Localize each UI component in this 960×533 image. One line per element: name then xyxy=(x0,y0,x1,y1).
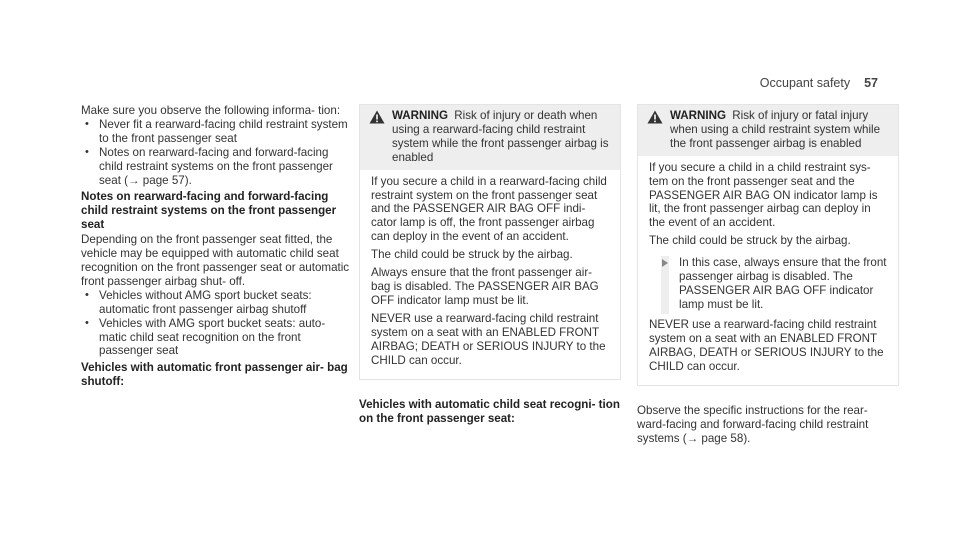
warning-box xyxy=(359,104,621,380)
section-title: Occupant safety xyxy=(759,76,851,90)
warning-triangle-icon xyxy=(647,110,663,124)
warning-paragraph: NEVER use a rearward-facing child restraint system on a seat with an ENABLED FRONT AIRBAG, DEATH or SERIOUS INJURY to the CHILD can occur. xyxy=(649,317,884,373)
list-item: • Vehicles with AMG sport bucket seats: auto- matic child seat recognition on the front passenger seat xyxy=(81,317,351,359)
warning-paragraph: If you secure a child in a child restraint sys- tem on the front passenger seat and the PASSENGER AIR BAG ON indicator lamp is lit, the front passenger airbag can deploy in the event of an accident. xyxy=(649,160,878,230)
warning-paragraph: Always ensure that the front passenger air- bag is disabled. The PASSENGER AIR BAG OFF indicator lamp must be lit. xyxy=(371,266,599,307)
warning-header xyxy=(360,105,620,170)
intro-text: Make sure you observe the following informa- tion: xyxy=(81,104,341,117)
warning-label: WARNING xyxy=(670,109,727,122)
paragraph: Observe the specific instructions for the rear- ward-facing and forward-facing child restraint systems (→ page 58). xyxy=(637,404,869,446)
action-step xyxy=(649,256,890,312)
warning-triangle-icon xyxy=(369,110,385,124)
warning-body xyxy=(360,170,620,380)
warning-paragraph: The child could be struck by the airbag. xyxy=(649,234,851,248)
warning-paragraph: The child could be struck by the airbag. xyxy=(371,248,573,262)
list-item: • Never fit a rearward-facing child restraint system to the front passenger seat xyxy=(81,118,351,146)
warning-paragraph: If you secure a child in a rearward-facing child restraint system on the front passenger seat and the PASSENGER AIR BAG OFF indi- cator lamp is off, the front passenger airbag can deploy in the event of an accident. xyxy=(371,174,607,244)
column-3 xyxy=(637,104,899,446)
column-2 xyxy=(359,104,621,427)
warning-box xyxy=(637,104,899,386)
warning-header xyxy=(638,105,898,156)
page-header xyxy=(760,76,878,90)
play-arrow-icon xyxy=(662,259,668,267)
section-heading: Vehicles with automatic front passenger air- bag shutoff: xyxy=(81,361,348,389)
warning-body xyxy=(638,156,898,386)
section-heading: Notes on rearward-facing and forward-facing child restraint systems on the front passenger seat xyxy=(81,190,337,232)
action-text: In this case, always ensure that the front passenger airbag is disabled. The PASSENGER AIR BAG OFF indicator lamp must be lit. xyxy=(679,256,887,311)
list-item: • Notes on rearward-facing and forward-facing child restraint systems on the front passenger seat (→ page 57). xyxy=(81,146,351,188)
column-1 xyxy=(81,104,351,390)
warning-title: Risk of injury or death when using a rearward-facing child restraint system while the front passenger airbag is enabled xyxy=(392,109,609,164)
list-item: • Vehicles without AMG sport bucket seats: automatic front passenger airbag shutoff xyxy=(81,289,351,317)
warning-paragraph: NEVER use a rearward-facing child restraint system on a seat with an ENABLED FRONT AIRBAG; DEATH or SERIOUS INJURY to the CHILD can occur. xyxy=(371,311,606,367)
warning-label: WARNING xyxy=(392,109,449,122)
paragraph: Depending on the front passenger seat fitted, the vehicle may be equipped with automatic child seat recognition on the front passenger seat or automatic front passenger airbag shut- off. xyxy=(81,233,350,288)
page-number: 57 xyxy=(864,76,878,90)
section-heading: Vehicles with automatic child seat recogni- tion on the front passenger seat: xyxy=(359,398,620,426)
warning-title: Risk of injury or fatal injury when using a child restraint system while the front passenger airbag is enabled xyxy=(670,109,881,150)
